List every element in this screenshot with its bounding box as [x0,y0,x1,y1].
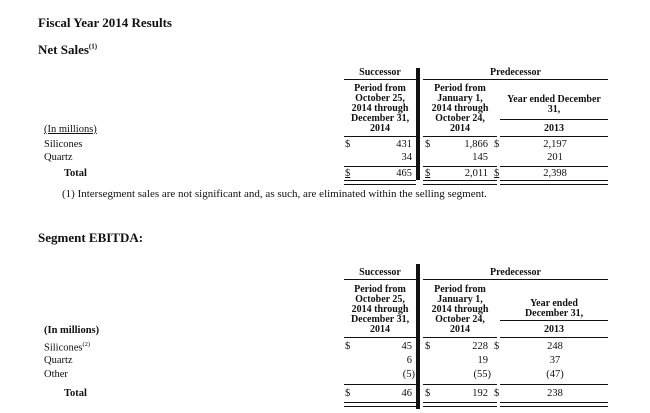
ns-currency: $ [494,139,500,150]
eb-predecessor-rule [423,279,608,280]
ns-col2-header: Period from January 1, 2014 through October 24, 2014 [431,83,489,134]
eb-row-c1: (5) [402,369,415,380]
eb-currency: $ [425,388,431,399]
ns-subtotal-rule [423,166,497,167]
ns-total-double-rule [423,180,497,185]
eb-col2-rule [423,337,497,338]
eb-total-double-rule [423,402,497,407]
ns-currency: $ [345,168,351,179]
ns-row-c3: 201 [547,152,563,163]
eb-currency: $ [494,341,500,352]
eb-subtotal-rule [344,384,416,385]
ns-successor-rule [344,79,416,80]
eb-successor-rule [344,279,416,280]
eb-row-c2: 228 [472,341,488,352]
eb-col3-year: 2013 [544,324,564,335]
eb-row-c2: 19 [477,355,488,366]
ns-total-c3: 2,398 [543,168,567,179]
ns-currency: $ [425,168,431,179]
eb-currency: $ [425,341,431,352]
ns-total-double-rule [344,180,416,185]
eb-row-label: Silicones$^{(2)}$ [44,341,91,354]
eb-units-label: (In millions) [44,325,100,336]
eb-col1-rule [344,337,416,338]
ebitda-heading: Segment EBITDA: [38,230,144,245]
ns-total-label: Total [64,168,87,179]
ns-total-double-rule [500,180,608,185]
eb-total-double-rule [344,402,416,407]
ns-row-c1: 431 [396,139,412,150]
eb-currency: $ [345,388,351,399]
eb-col1-header: Period from October 25, 2014 through December 31, 2014 [350,284,410,335]
eb-row-label: Quartz [44,355,73,366]
ns-currency: $ [425,139,431,150]
ns-row-c3: 2,197 [543,139,567,150]
eb-separator-bar [416,264,420,409]
eb-row-c2: (55) [473,369,491,380]
ns-subtotal-rule [500,166,608,167]
ns-total-c2: 2,011 [464,168,488,179]
eb-col3-header: Year ended December 31, [524,298,584,319]
ns-footnote: (1) Intersegment sales are not significant and, as such, are eliminated within the selling segment. [62,188,487,200]
eb-row-c3: 248 [547,341,563,352]
eb-total-label: Total [64,388,87,399]
eb-col3-rule-top [500,320,608,321]
ns-row-c2: 1,866 [464,139,488,150]
ns-col1-rule [344,136,416,137]
eb-col3-rule [500,337,608,338]
ns-separator-bar [416,68,420,180]
ns-col3-rule-top [500,119,608,120]
page-title: Fiscal Year 2014 Results [38,15,172,30]
eb-row-c3: (47) [546,369,564,380]
eb-total-c3: 238 [547,388,563,399]
eb-subtotal-rule [423,384,497,385]
ns-predecessor-header: Predecessor [490,67,541,78]
ns-row-c1: 34 [401,152,412,163]
eb-col2-header: Period from January 1, 2014 through October 24, 2014 [431,284,489,335]
ns-row-label: Quartz [44,152,73,163]
eb-predecessor-header: Predecessor [490,267,541,278]
eb-total-c1: 46 [401,388,412,399]
eb-subtotal-rule [500,384,608,385]
ns-col3-year: 2013 [544,123,564,134]
ns-total-c1: 465 [396,168,412,179]
eb-total-c2: 192 [472,388,488,399]
eb-currency: $ [345,341,351,352]
ns-col1-header: Period from October 25, 2014 through December 31, 2014 [350,83,410,134]
eb-currency: $ [494,388,500,399]
ns-col3-rule [500,136,608,137]
ns-currency: $ [494,168,500,179]
eb-row-label: Other [44,369,68,380]
eb-total-double-rule [500,402,608,407]
ns-predecessor-rule [423,79,608,80]
ns-col2-rule [423,136,497,137]
eb-row-c1: 6 [406,355,412,366]
ns-successor-header: Successor [359,67,401,78]
net-sales-heading: Net Sales$^{(1)}$ [38,42,98,57]
ns-units-label: (In millions) [44,124,97,135]
eb-row-c1: 45 [401,341,412,352]
ns-col3-header: Year ended December 31, [507,94,601,115]
eb-successor-header: Successor [359,267,401,278]
ns-subtotal-rule [344,166,416,167]
ns-row-label: Silicones [44,139,83,150]
ns-currency: $ [345,139,351,150]
ns-row-c2: 145 [472,152,488,163]
eb-row-c3: 37 [549,355,561,366]
